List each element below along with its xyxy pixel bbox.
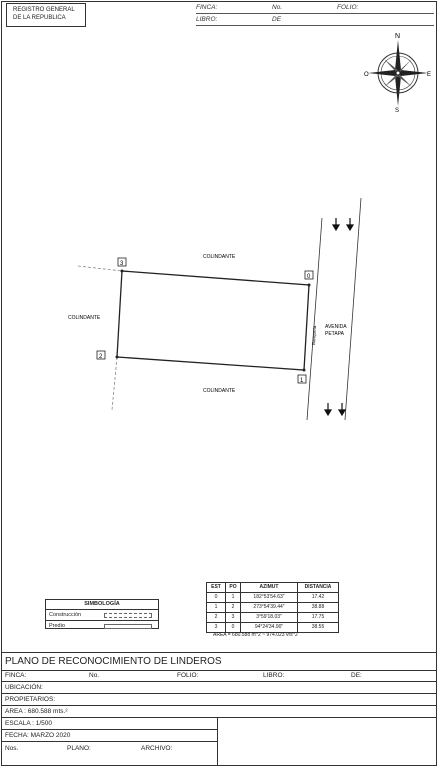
registry-label: REGISTRO GENERAL DE LA REPUBLICA — [13, 7, 75, 21]
registry-box — [6, 3, 86, 27]
header-line-1 — [196, 13, 434, 14]
point-label-3: 3 — [120, 261, 124, 267]
colindante-bottom: COLINDANTE — [203, 388, 236, 394]
header-folio-label: FOLIO: — [337, 4, 359, 11]
title-row — [1, 653, 437, 671]
point-label-1: 1 — [300, 378, 304, 384]
fecha-row: FECHA: MARZO 2020 — [1, 729, 217, 742]
escala-row: ESCALA : 1/500 — [1, 717, 217, 730]
table-row: 1 2 273°54'39.44" 38.88 — [207, 603, 339, 613]
header-de-label: DE — [272, 16, 282, 23]
th-distancia: DISTANCIA — [298, 583, 339, 593]
area-note: AREA = 680.588 m^2 ~ 974.023 vrs^2 — [213, 632, 298, 638]
compass-o: O — [364, 72, 369, 78]
construccion-swatch-icon — [104, 613, 152, 618]
header-finca-label: FINCA: — [196, 4, 218, 11]
point-label-2: 2 — [99, 354, 103, 360]
traffic-arrows-top — [333, 218, 353, 230]
title-block — [1, 652, 437, 752]
th-azimut: AZIMUT — [241, 583, 298, 593]
area-row: AREA : 680.588 mts.² — [1, 705, 437, 718]
th-est: EST — [207, 583, 226, 593]
symbology-box — [45, 599, 159, 629]
traffic-arrows-bottom — [325, 403, 345, 415]
symbology-title: SIMBOLOGÍA — [46, 600, 158, 610]
ubicacion-row: UBICACIÓN: — [1, 681, 437, 694]
symbology-predio: Predio — [46, 621, 158, 631]
signature-divider — [217, 717, 218, 766]
table-row: 3 0 94°24'34.90" 38.55 — [207, 623, 339, 633]
point-label-0: 0 — [307, 274, 311, 280]
compass-rose-icon — [364, 30, 436, 112]
header-line-2 — [196, 25, 434, 26]
compass-e: E — [427, 72, 432, 78]
table-row: 0 1 182°53'54.63" 17.42 — [207, 593, 339, 603]
compass-n: N — [395, 33, 401, 40]
plan-title: PLANO DE RECONOCIMIENTO DE LINDEROS — [5, 656, 222, 667]
table-row: 2 3 3°59'18.03" 17.75 — [207, 613, 339, 623]
compass-s: S — [395, 108, 400, 112]
banqueta-label: Banqueta — [311, 325, 318, 346]
lot-plan-drawing — [0, 190, 440, 430]
nos-row: Nos. PLANO: ARCHIVO: — [5, 745, 173, 752]
symbology-construccion: Construcción — [46, 610, 158, 621]
colindante-top: COLINDANTE — [203, 254, 236, 260]
header-no-label: No. — [272, 4, 283, 11]
azimuth-table — [206, 582, 339, 633]
predio-swatch-icon — [104, 624, 152, 629]
avenida-label-1: AVENIDA — [325, 324, 347, 330]
th-po: PO — [226, 583, 241, 593]
lot-polygon — [117, 271, 309, 370]
propietarios-row: PROPIETARIOS: — [1, 693, 437, 706]
finca-row: FINCA: No. FOLIO: LIBRO: DE: — [1, 670, 437, 682]
colindante-left: COLINDANTE — [68, 315, 101, 321]
header-libro-label: LIBRO: — [196, 16, 218, 23]
avenida-label-2: PETAPA — [325, 331, 344, 337]
